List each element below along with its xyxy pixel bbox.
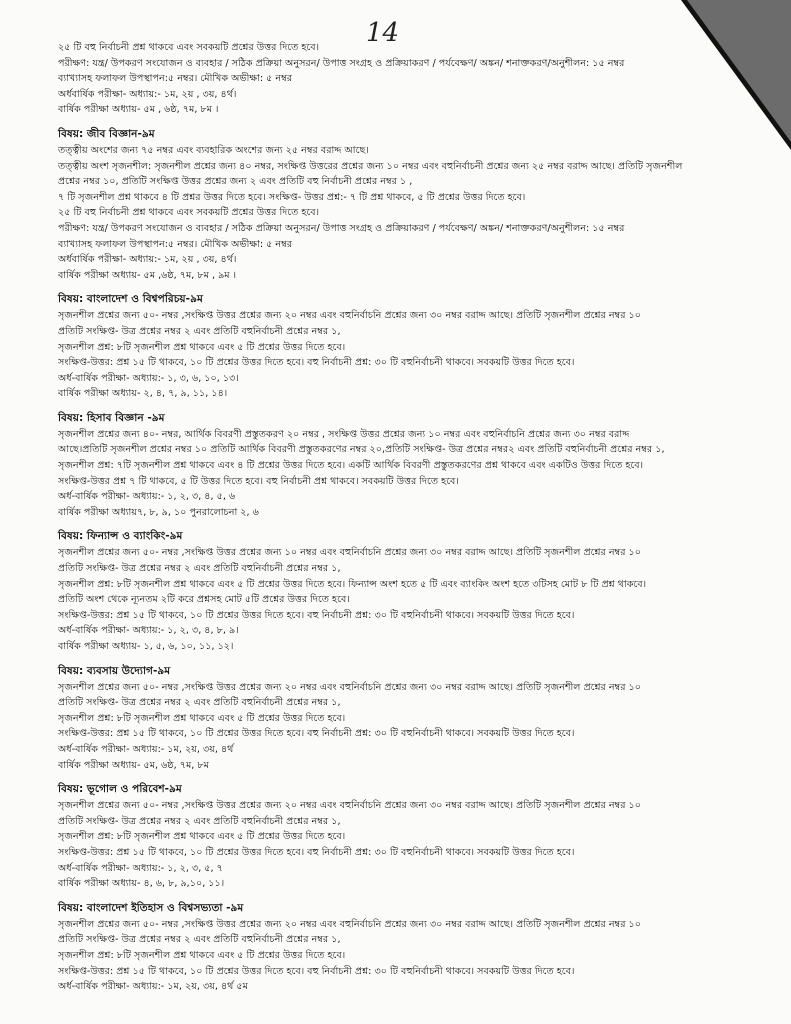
section-heading: বিষয়: ফিন্যান্স ও ব্যাংকিং-৯ম (58, 530, 183, 543)
body-line: সৃজনশীল প্রশ্ন: ৭টি সৃজনশীল প্রশ্ন থাকবে এবং ৪ টি প্রশ্নের উত্তর দিতে হবে। একটি আর্থিক বিবরণী প্রস্তুতকরণের প্রশ্ন থাকবে এবং একটিও উত্তর দিতে হবে। (58, 460, 644, 472)
section-heading: বিষয়: বাংলাদেশ ও বিশ্বপরিচয়-৯ম (58, 293, 203, 306)
section-intro-continuation (58, 40, 758, 118)
body-line: অর্ধ-বার্ষিক পরীক্ষা- অধ্যায়:- ১ম, ২য়, ৩য়, ৪র্থ ৫ম (58, 981, 248, 993)
body-line: পরীক্ষণ: যন্ত্র/ উপকরণ সংযোজন ও ব্যবহার / সঠিক প্রক্রিয়া অনুসরন/ উপাত্ত সংগ্রহ ও প্রক্রিয়াকরণ / পর্যবেক্ষণ/ অঙ্কন/ শনাক্তকরণ/অনুশীলন: ১৫ নম্বর (58, 222, 625, 234)
section-heading: বিষয়: হিসাব বিজ্ঞান -৯ম (58, 411, 165, 424)
body-line: অর্ধ-বার্ষিক পরীক্ষা- অধ্যায়:- ১, ২, ৩, ৪, ৫, ৬ (58, 491, 236, 503)
body-line: তত্ত্বীয় অংশ সৃজনশীল: সৃজনশীল প্রশ্নের জন্য ৪০ নম্বর, সংক্ষিপ্ত উত্তরের প্রশ্নের জন্য ১০ নম্বর এবং বহুনির্বাচনী প্রশ্নের জন্য ২৫ নম্বর বরাদ্দ আছে। প্রতিটি সৃজনশীল (58, 160, 683, 172)
body-line: সৃজনশীল প্রশ্নের জন্য ৫০- নম্বর ,সংক্ষিপ্ত উত্তর প্রশ্নের জন্য ২০ নম্বর এবং বহুনির্বাচনি প্রশ্নের জন্য ৩০ নম্বর বরাদ্দ আছে। প্রতিটি সৃজনশীল প্রশ্নের নম্বর ১০ (58, 681, 642, 693)
body-line: সৃজনশীল প্রশ্নের জন্য ৫০- নম্বর ,সংক্ষিপ্ত উত্তর প্রশ্নের জন্য ১০ নম্বর এবং বহুনির্বাচনি প্রশ্নের জন্য ৩০ নম্বর বরাদ্দ আছে। প্রতিটি সৃজনশীল প্রশ্নের নম্বর ১০ (58, 547, 641, 559)
section-accounting (58, 410, 758, 521)
body-line: সৃজনশীল প্রশ্নের জন্য ৫০- নম্বর ,সংক্ষিপ্ত উত্তর প্রশ্নের জন্য ২০ নম্বর এবং বহুনির্বাচনি প্রশ্নের জন্য ৩০ নম্বর বরাদ্দ আছে। প্রতিটি সৃজনশীল প্রশ্নের নম্বর ১০ (58, 310, 642, 322)
body-line: প্রতিটি সংক্ষিপ্ত- উত্র প্রশ্নের নম্বর ২ এবং প্রতিটি বহুনির্বাচনী প্রশ্নের নম্বর ১, (58, 815, 341, 827)
body-line: অর্ধ-বার্ষিক পরীক্ষা- অধ্যায়:- ১, ২, ৩, ৪, ৮, ৯। (58, 625, 239, 637)
section-history-civilization (58, 900, 758, 995)
body-line: বার্ষিক পরীক্ষা অধ্যায়- ২, ৪, ৭, ৯, ১১, ১৪। (58, 388, 228, 400)
body-line: বার্ষিক পরীক্ষা অধ্যায়- ৫ম , ৬ষ্ঠ, ৭ম, ৮ম । (58, 104, 219, 116)
body-line: ব্যাখ্যাসহ ফলাফল উপস্থাপন:৫ নম্বর। মৌখিক অভীক্ষা: ৫ নম্বর (58, 238, 293, 250)
body-line: সৃজনশীল প্রশ্নের জন্য ৫০- নম্বর ,সংক্ষিপ্ত উত্তর প্রশ্নের জন্য ২০ নম্বর এবং বহুনির্বাচনি প্রশ্নের জন্য ৩০ নম্বর বরাদ্দ আছে। প্রতিটি সৃজনশীল প্রশ্নের নম্বর ১০ (58, 800, 642, 812)
body-line: সৃজনশীল প্রশ্নের জন্য ৫০- নম্বর ,সংক্ষিপ্ত উত্তর প্রশ্নের জন্য ২০ নম্বর এবং বহুনির্বাচনি প্রশ্নের জন্য ৩০ নম্বর বরাদ্দ আছে। প্রতিটি সৃজনশীল প্রশ্নের নম্বর ১০ (58, 918, 642, 930)
body-line: সৃজনশীল প্রশ্ন: ৮টি সৃজনশীল প্রশ্ন থাকবে এবং ৫ টি প্রশ্নের উত্তর দিতে হবে। (58, 712, 346, 724)
body-line: ব্যাখ্যাসহ ফলাফল উপস্থাপন:৫ নম্বর। মৌখিক অভীক্ষা: ৫ নম্বর (58, 73, 293, 85)
body-line: প্রতিটি অংশ থেকে ন্যূনতম ২টি করে প্রশ্নসহ মোট ৫টি প্রশ্নের উত্তর দিতে হবে। (58, 594, 350, 606)
section-bangladesh-global-studies (58, 291, 758, 402)
body-line: বার্ষিক পরীক্ষা অধ্যায়- ৫ম ,৬ষ্ঠ, ৭ম, ৮ম , ৯ম । (58, 269, 237, 281)
body-line: সংক্ষিপ্ত-উত্তর: প্রশ্ন ১৫ টি থাকবে, ১০ টি প্রশ্নের উত্তর দিতে হবে। বহু নির্বাচনী প্রশ্ন: ৩০ টি বহুনির্বাচনী থাকবে। সবকয়টি উত্তর দিতে হবে। (58, 846, 575, 858)
body-line: সৃজনশীল প্রশ্ন: ৮টি সৃজনশীল প্রশ্ন থাকবে এবং ৫ টি প্রশ্নের উত্তর দিতে হবে। (58, 831, 346, 843)
body-line: প্রতিটি সংক্ষিপ্ত- উত্র প্রশ্নের নম্বর ২ এবং প্রতিটি বহুনির্বাচনী প্রশ্নের নম্বর ১, (58, 325, 341, 337)
section-heading: বিষয়: বাংলাদেশ ইতিহাস ও বিশ্বসভ্যতা -৯ম (58, 901, 244, 914)
body-line: বার্ষিক পরীক্ষা অধ্যায়- ৫ম, ৬ষ্ঠ, ৭ম, ৮ম (58, 759, 209, 771)
body-line: সৃজনশীল প্রশ্ন: ৮টি সৃজনশীল প্রশ্ন থাকবে এবং ৫ টি প্রশ্নের উত্তর দিতে হবে। (58, 341, 346, 353)
section-finance-banking (58, 528, 758, 654)
body-line: সংক্ষিপ্ত-উত্তর: প্রশ্ন ১৫ টি থাকবে, ১০ টি প্রশ্নের উত্তর দিতে হবে। বহু নির্বাচনী প্রশ্ন: ৩০ টি বহুনির্বাচনী থাকবে। সবকয়টি উত্তর দিতে হবে। (58, 357, 575, 369)
section-geography-environment (58, 781, 758, 892)
body-line: অর্ধ-বার্ষিক পরীক্ষা- অধ্যায়:- ১ম, ২য়, ৩য়, ৪র্থ (58, 743, 234, 755)
body-line: ২৫ টি বহু নির্বাচনী প্রশ্ন থাকবে এবং সবকয়টি প্রশ্নের উত্তর দিতে হবে। (58, 42, 320, 53)
body-line: আছে।প্রতিটি সৃজনশীল প্রশ্নের নম্বর ১০ প্রতিটি আর্থিক বিবরণী প্রস্তুতকরণের নম্বর ২০,প্রতিটি সংক্ষিপ্ত- উত্র প্রশ্নের নম্বর২ এবং প্রতিটি বহুনির্বাচনী প্রশ্নের নম্বর ১, (58, 444, 665, 456)
body-line: প্রতিটি সংক্ষিপ্ত- উত্র প্রশ্নের নম্বর ২ এবং প্রতিটি বহুনির্বাচনী প্রশ্নের নম্বর ১, (58, 697, 341, 709)
body-line: প্রশ্নের নম্বর ১০, প্রতিটি সংক্ষিপ্ত উত্তর প্রশ্নের জন্য ২ এবং প্রতিটি বহু নির্বাচনী প্রশ্নের নম্বর ১ , (58, 176, 413, 188)
handwritten-page-number: 14 (366, 18, 400, 48)
body-line: অর্ধবার্ষিক পরীক্ষা- অধ্যায়:- ১ম, ২য় , ৩য়, ৪র্থ। (58, 254, 237, 266)
section-biology (58, 126, 758, 283)
body-line: অর্ধ-বার্ষিক পরীক্ষা- অধ্যায়:- ১, ২, ৩, ৫, ৭ (58, 862, 223, 874)
body-line: অর্ধবার্ষিক পরীক্ষা- অধ্যায়:- ১ম, ২য় , ৩য়, ৪র্থ। (58, 88, 237, 100)
syllabus-content (58, 40, 758, 995)
body-line: সংক্ষিপ্ত-উত্তর প্রশ্ন ৭ টি থাকবে, ৫ টি উত্তর দিতে হবে। বহু নির্বাচনী প্রশ্ন থাকবে। সবকয়টি উত্তর দিতে হবে। (58, 475, 459, 487)
body-line: সংক্ষিপ্ত-উত্তর: প্রশ্ন ১৫ টি থাকবে, ১০ টি প্রশ্নের উত্তর দিতে হবে। বহু নির্বাচনী প্রশ্ন: ৩০ টি বহুনির্বাচনী থাকবে। সবকয়টি উত্তর দিতে হবে। (58, 965, 575, 977)
body-line: ৭ টি সৃজনশীল প্রশ্ন থাকবে ৪ টি প্রশ্নর উত্তর দিতে হবে। সংক্ষিপ্ত- উত্তর প্রশ্ন:- ৭ টি প্রশ্ন থাকবে, ৫ টি প্রশ্নের উত্তর দিতে হবে। (58, 191, 526, 203)
body-line: সংক্ষিপ্ত-উত্তর: প্রশ্ন ১৫ টি থাকবে, ১০ টি প্রশ্নের উত্তর দিতে হবে। বহু নির্বাচনী প্রশ্ন: ৩০ টি বহুনির্বাচনী থাকবে। সবকয়টি উত্তর দিতে হবে। (58, 609, 575, 621)
body-line: সৃজনশীল প্রশ্নের জন্য ৪০- নম্বর, আর্থিক বিবরণী প্রস্তুতকরণ ২০ নম্বর , সংক্ষিপ্ত উত্তর প্রশ্নের জন্য ১০ নম্বর এবং বহুনির্বাচনি প্রশ্নের জন্য ৩০ নম্বর বরাদ্দ (58, 428, 630, 440)
section-heading: বিষয়: ভূগোল ও পরিবেশ-৯ম (58, 783, 182, 796)
section-heading: বিষয়: ব্যবসায় উদ্যোগ-৯ম (58, 664, 171, 677)
body-line: সৃজনশীল প্রশ্ন: ৮টি সৃজনশীল প্রশ্ন থাকবে এবং ৫ টি প্রশ্নের উত্তর দিতে হবে। ফিন্যান্স অংশ হতে ৫ টি এবং ব্যাংকিং অংশ হতে ৩টিসহ মোট ৮ টি প্রশ্ন থাকবে। (58, 578, 647, 590)
body-line: অর্ধ-বার্ষিক পরীক্ষা- অধ্যায়:- ১, ৩, ৬, ১০, ১৩। (58, 372, 239, 384)
body-line: বার্ষিক পরীক্ষা অধ্যায়৭, ৮, ৯, ১০ পুনরালোচনা ২, ৬ (58, 506, 259, 518)
body-line: বার্ষিক পরীক্ষা অধ্যায়- ১, ৫, ৬, ১০, ১১, ১২। (58, 641, 234, 652)
section-business-entrepreneurship (58, 663, 758, 774)
body-line: সংক্ষিপ্ত-উত্তর: প্রশ্ন ১৫ টি থাকবে, ১০ টি প্রশ্নের উত্তর দিতে হবে। বহু নির্বাচনী প্রশ্ন: ৩০ টি বহুনির্বাচনী থাকবে। সবকয়টি উত্তর দিতে হবে। (58, 728, 575, 740)
body-line: পরীক্ষণ: যন্ত্র/ উপকরণ সংযোজন ও ব্যবহার / সঠিক প্রক্রিয়া অনুসরন/ উপাত্ত সংগ্রহ ও প্রক্রিয়াকরণ / পর্যবেক্ষণ/ অঙ্কন/ শনাক্তকরণ/অনুশীলন: ১৫ নম্বর (58, 57, 625, 69)
body-line: সৃজনশীল প্রশ্ন: ৮টি সৃজনশীল প্রশ্ন থাকবে এবং ৫ টি প্রশ্নের উত্তর দিতে হবে। (58, 949, 346, 961)
body-line: তত্ত্বীয় অংশের জন্য ৭৫ নম্বর এবং ব্যবহারিক অংশের জন্য ২৫ নম্বর বরাদ্দ আছে। (58, 144, 369, 156)
section-heading: বিষয়: জীব বিজ্ঞান-৯ম (58, 127, 155, 140)
body-line: প্রতিটি সংক্ষিপ্ত- উত্র প্রশ্নের নম্বর ২ এবং প্রতিটি বহুনির্বাচনী প্রশ্নের নম্বর ১, (58, 563, 341, 575)
body-line: বার্ষিক পরীক্ষা অধ্যায়- ৪, ৬, ৮, ৯,১০, ১১। (58, 878, 225, 890)
body-line: ২৫ টি বহু নির্বাচনী প্রশ্ন থাকবে এবং সবকয়টি প্রশ্নের উত্তর দিতে হবে। (58, 207, 320, 219)
body-line: প্রতিটি সংক্ষিপ্ত- উত্র প্রশ্নের নম্বর ২ এবং প্রতিটি বহুনির্বাচনী প্রশ্নের নম্বর ১, (58, 934, 341, 946)
